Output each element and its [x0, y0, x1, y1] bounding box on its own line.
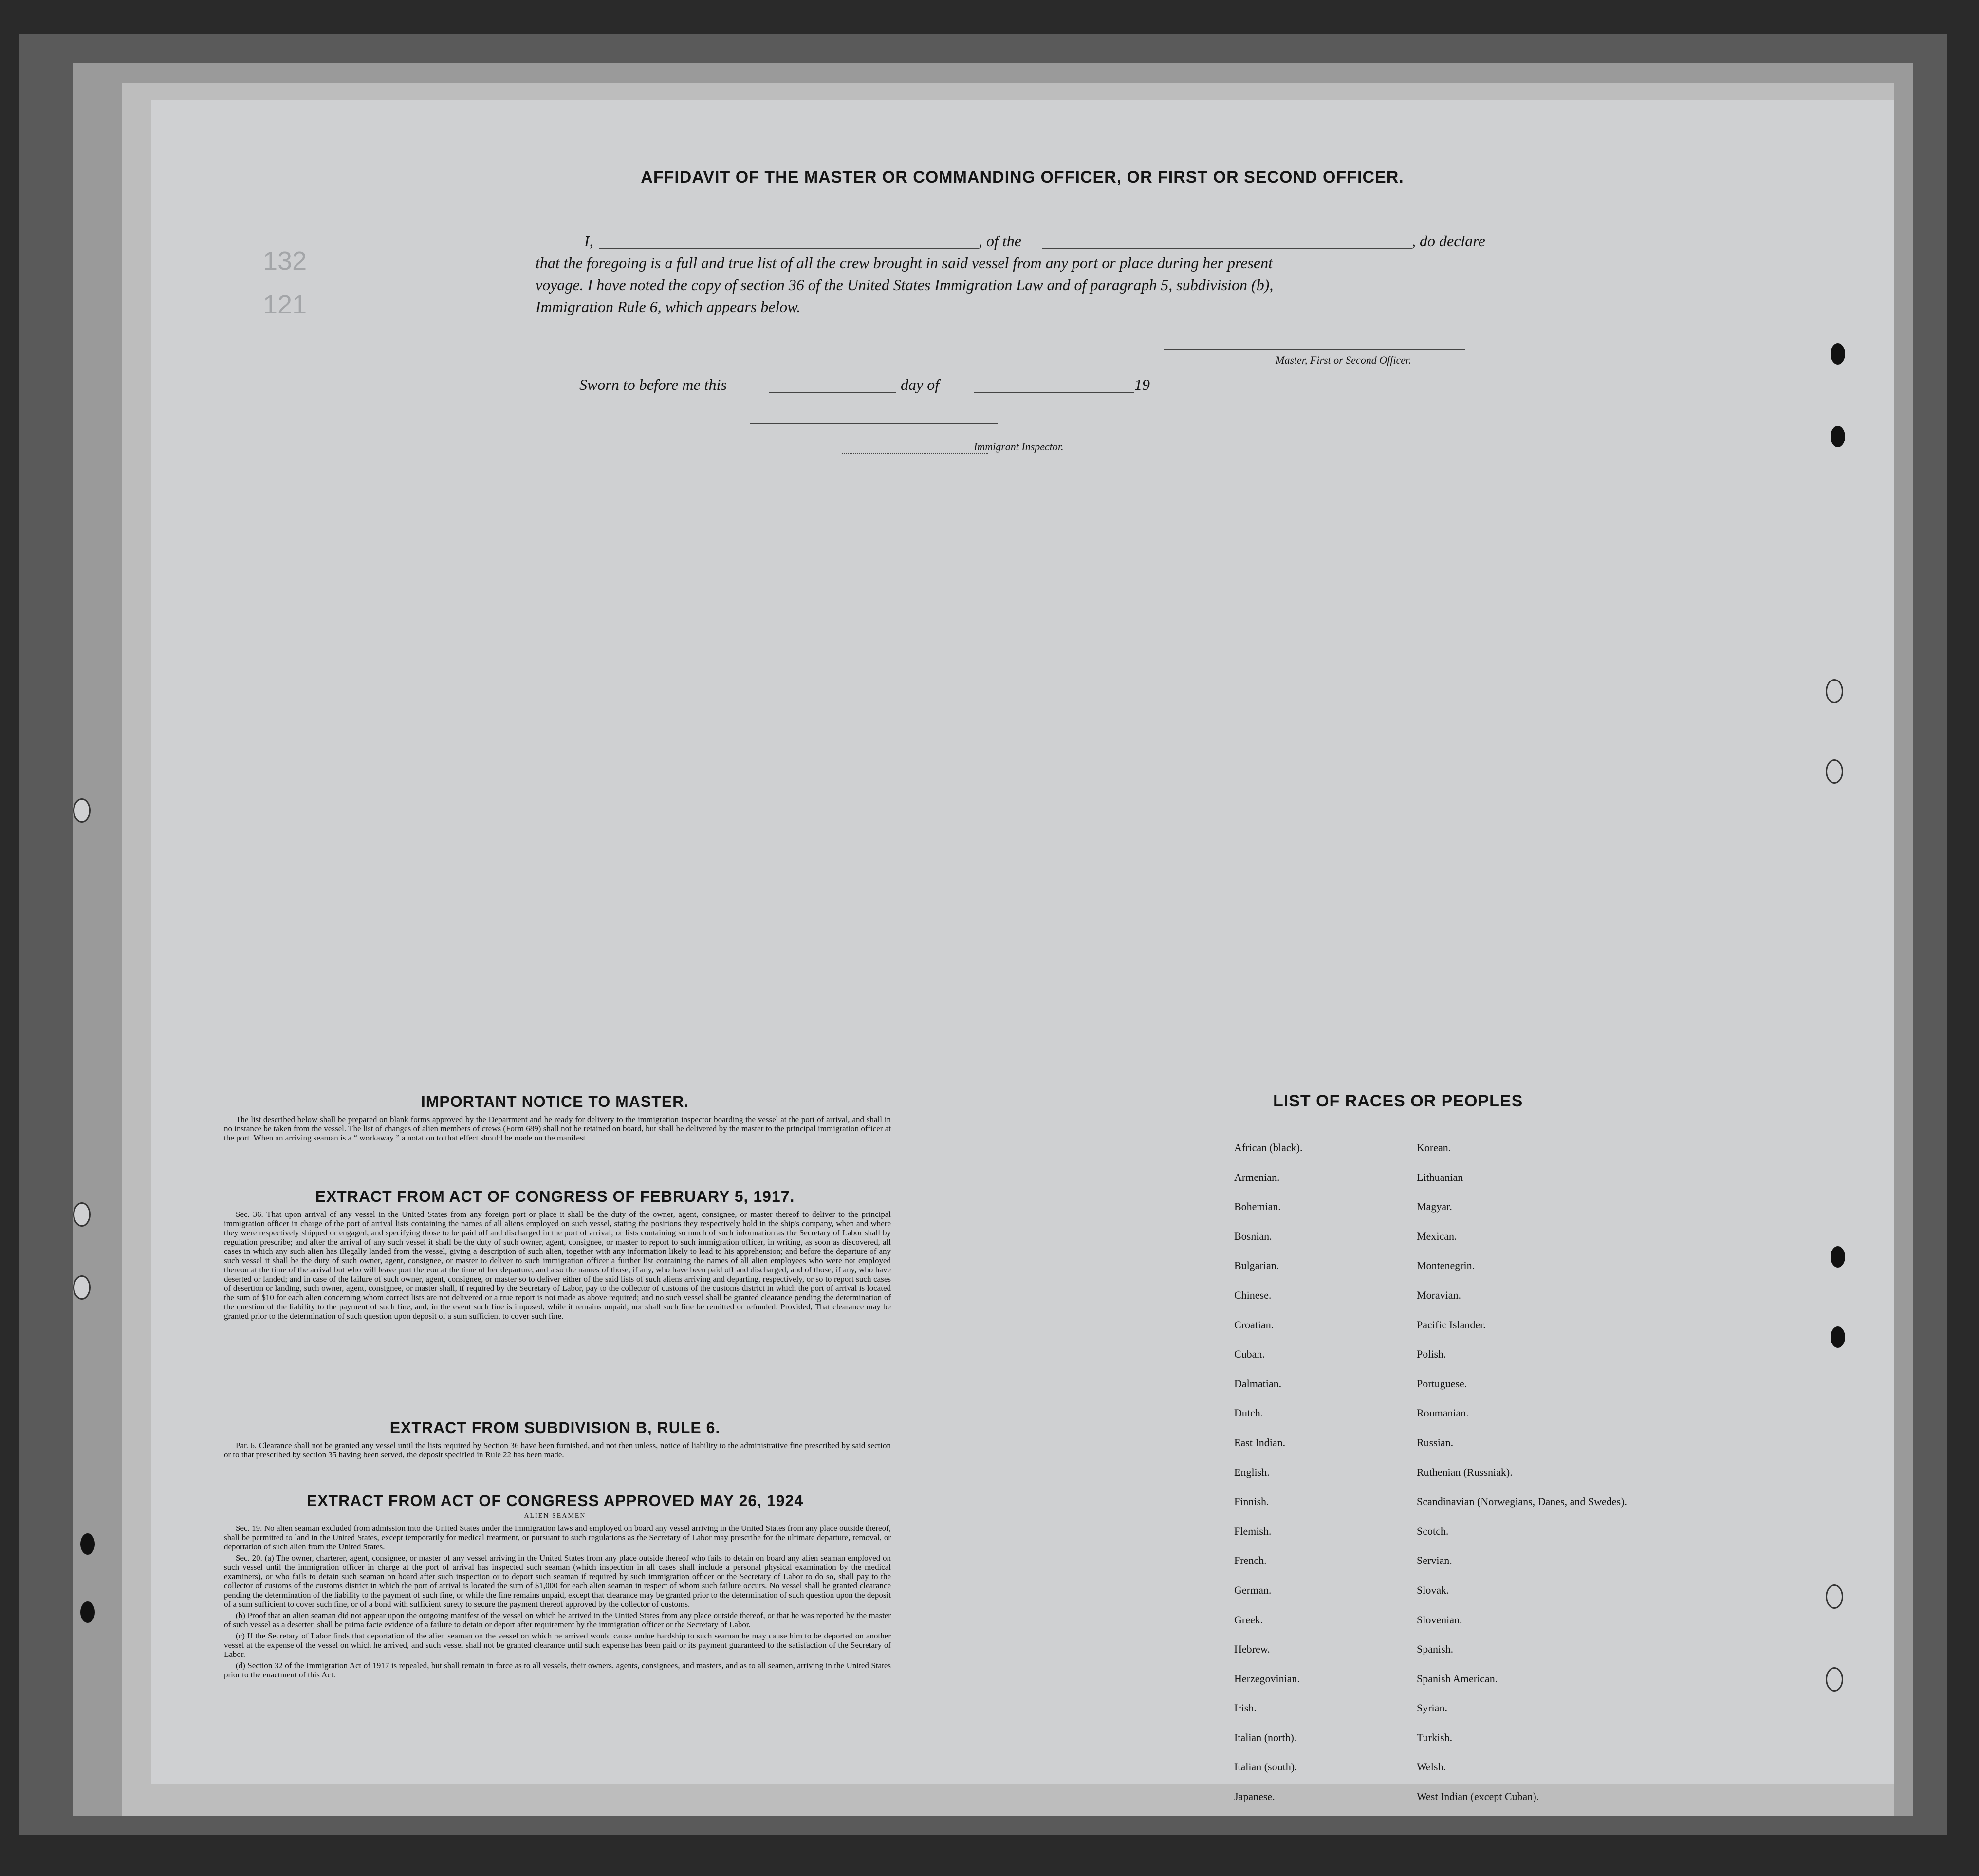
race-item: Italian (south).: [1234, 1761, 1297, 1773]
rule-6-title: EXTRACT FROM SUBDIVISION B, RULE 6.: [389, 1419, 721, 1436]
affidavit-text-line: Immigration Rule 6, which appears below.: [536, 298, 801, 315]
sworn-month-blank: [974, 392, 1134, 393]
race-item: Montenegrin.: [1417, 1259, 1475, 1272]
race-item: Greek.: [1234, 1613, 1263, 1626]
race-item: Dutch.: [1234, 1407, 1263, 1419]
vessel-blank-line: [1042, 248, 1412, 249]
sworn-prefix: Sworn to before me this: [579, 376, 727, 393]
race-item: Spanish American.: [1417, 1672, 1498, 1685]
race-item: Roumanian.: [1417, 1407, 1469, 1419]
race-item: Mexican.: [1417, 1230, 1457, 1242]
punch-hole: [1826, 679, 1843, 703]
act-1917-body: [224, 1210, 891, 1323]
act-1924-paragraph: (c) If the Secretary of Labor finds that deportation of the alien seaman on the vessel on which he arrived would cause undue hardship to such seaman he may cause him to be deported on another vessel at the expense of the vessel on which he arrived, and such vessel shall not be granted clearance until such expense has been paid or its payment guaranteed to the satisfaction of the Secretary of Labor.: [224, 1631, 891, 1659]
faint-page-number: 132: [263, 246, 307, 276]
race-item: English.: [1234, 1466, 1270, 1478]
affidavit-text-line: that the foregoing is a full and true list of all the crew brought in said vessel from any port or place during her present: [536, 254, 1273, 272]
faint-page-number: 121: [263, 290, 307, 319]
affidavit-text-line: voyage. I have noted the copy of section 36 of the United States Immigration Law and of paragraph 5, subdivision (b),: [536, 276, 1274, 294]
races-left-column: [1234, 1141, 1302, 1820]
race-item: Russian.: [1417, 1436, 1454, 1449]
race-item: Ruthenian (Russniak).: [1417, 1466, 1513, 1478]
race-item: Magyar.: [1417, 1200, 1452, 1213]
affidavit-declare-label: , do declare: [1412, 232, 1485, 250]
rule-6-body: [224, 1441, 891, 1461]
act-1924-body: [224, 1524, 891, 1681]
name-blank-line: [599, 248, 979, 249]
race-item: Japanese.: [1234, 1790, 1275, 1803]
race-item: Turkish.: [1417, 1731, 1453, 1744]
sworn-day-blank: [769, 392, 896, 393]
race-item: Syrian.: [1417, 1702, 1447, 1714]
affidavit-title: AFFIDAVIT OF THE MASTER OR COMMANDING OFFICER, OR FIRST OR SECOND OFFICER.: [641, 168, 1404, 186]
affidavit-of-label: , of the: [979, 232, 1021, 250]
race-item: Chinese.: [1234, 1288, 1272, 1301]
inspector-dotted-line: [842, 453, 988, 454]
race-item: African (black).: [1234, 1141, 1303, 1154]
race-item: Slovenian.: [1417, 1613, 1462, 1626]
race-item: Bosnian.: [1234, 1230, 1272, 1242]
race-item: West Indian (except Cuban).: [1417, 1790, 1539, 1803]
punch-hole: [1826, 1584, 1843, 1609]
race-item: Croatian.: [1234, 1318, 1274, 1331]
race-item: German.: [1234, 1583, 1272, 1596]
act-1924-title: EXTRACT FROM ACT OF CONGRESS APPROVED MAY 26, 1924: [306, 1492, 804, 1509]
race-item: French.: [1234, 1554, 1267, 1567]
race-item: East Indian.: [1234, 1436, 1286, 1449]
act-1917-title: EXTRACT FROM ACT OF CONGRESS OF FEBRUARY 5, 1917.: [315, 1188, 795, 1205]
binding-hole: [73, 1202, 91, 1227]
inspector-label: Immigrant Inspector.: [974, 441, 1064, 453]
notice-paragraph: The list described below shall be prepared on blank forms approved by the Department and be ready for delivery to the immigration inspector boarding the vessel at the port of arrival, and shall in no instance be taken from the vessel. The list of changes of alien members of crews (Form 689) shall not be retained on board, but shall be delivered by the master to the principal immigration officer at the port. When an arriving seaman is a “ workaway ” a notation to that effect should be made on the manifest.: [224, 1115, 891, 1142]
race-item: Herzegovinian.: [1234, 1672, 1300, 1685]
punch-hole: [1831, 343, 1845, 365]
binding-hole: [80, 1533, 95, 1555]
inspector-signature-line: [750, 423, 998, 424]
act-1924-paragraph: Sec. 19. No alien seaman excluded from admission into the United States under the immigration laws and employed on board any vessel arriving in the United States from any place outside thereof, shall be permitted to land in the United States, except temporarily for medical treatment, or pursuant to such regulations as the Secretary of Labor may prescribe for the ultimate departure, removal, or deportation of such alien from the United States.: [224, 1524, 891, 1551]
race-item: Welsh.: [1417, 1761, 1446, 1773]
race-item: Lithuanian: [1417, 1171, 1463, 1183]
act-1924-subtitle: ALIEN SEAMEN: [524, 1512, 586, 1520]
race-item: Korean.: [1417, 1141, 1451, 1154]
notice-body: [224, 1115, 891, 1144]
punch-hole: [1826, 759, 1843, 784]
race-item: Flemish.: [1234, 1525, 1272, 1537]
act-1924-paragraph: (d) Section 32 of the Immigration Act of 1917 is repealed, but shall remain in force as to all vessels, their owners, agents, consignees, and masters, and as to all seamen, arriving in the United States prior to the enactment of this Act.: [224, 1661, 891, 1679]
race-item: Bohemian.: [1234, 1200, 1281, 1213]
race-item: Cuban.: [1234, 1348, 1265, 1361]
sworn-day-label: day of: [901, 376, 940, 393]
race-item: Armenian.: [1234, 1171, 1280, 1183]
race-item: Moravian.: [1417, 1288, 1461, 1301]
master-signature-line: [1164, 349, 1465, 350]
race-item: Polish.: [1417, 1348, 1446, 1361]
race-item: Scotch.: [1417, 1525, 1449, 1537]
manifest-page: [151, 100, 1894, 1803]
punch-hole: [1831, 1326, 1845, 1348]
races-right-column: [1417, 1141, 1627, 1820]
race-item: Dalmatian.: [1234, 1377, 1282, 1390]
race-item: Italian (north).: [1234, 1731, 1297, 1744]
race-item: Pacific Islander.: [1417, 1318, 1486, 1331]
act-1924-paragraph: (b) Proof that an alien seaman did not appear upon the outgoing manifest of the vessel on which he arrived in the United States from any place outside thereof, or that he was reported by the master of such vessel as a deserter, shall be prima facie evidence of a failure to detain or deport after requirement by the immigration officer or the Secretary of Labor.: [224, 1611, 891, 1629]
binding-hole: [73, 798, 91, 823]
affidavit-i-label: I,: [584, 232, 593, 250]
rule-6-paragraph: Par. 6. Clearance shall not be granted any vessel until the lists required by Section 36 have been furnished, and not then unless, notice of liability to the administrative fine prescribed by said section or to that prescribed by section 35 having been served, the deposit specified in Rule 22 has been made.: [224, 1441, 891, 1459]
race-item: Servian.: [1417, 1554, 1452, 1567]
race-item: Irish.: [1234, 1702, 1257, 1714]
races-title: LIST OF RACES OR PEOPLES: [1273, 1092, 1523, 1110]
punch-hole: [1831, 1246, 1845, 1268]
sworn-year-label: 19: [1134, 376, 1150, 393]
race-item: Spanish.: [1417, 1643, 1454, 1655]
master-label: Master, First or Second Officer.: [1276, 354, 1411, 366]
binding-hole: [80, 1601, 95, 1623]
punch-hole: [1831, 426, 1845, 447]
race-item: Bulgarian.: [1234, 1259, 1279, 1272]
act-1924-paragraph: Sec. 20. (a) The owner, charterer, agent, consignee, or master of any vessel arriving in the United States from any place outside thereof who fails to detain on board any alien seaman employed on such vessel until the immigration officer in charge at the port of arrival has inspected such seaman (which inspection in all cases shall include a personal physical examination by the medical examiners), or who fails to detain such seaman on board after such inspection or to deport such seaman if required by such immigration officer or the Secretary of Labor to do so, shall pay to the collector of customs of the customs district in which the port of arrival is located the sum of $1,000 for each alien seaman in respect of whom such failure occurs. No vessel shall be granted clearance pending the determination of the liability to the payment of such fine, or while the fine remains unpaid, except that clearance may be granted prior to the determination of such question upon the deposit of a sum sufficient to cover such fine, or of a bond with sufficient surety to secure the payment thereof approved by the collector of customs.: [224, 1553, 891, 1609]
notice-title: IMPORTANT NOTICE TO MASTER.: [421, 1093, 689, 1110]
race-item: Slovak.: [1417, 1583, 1449, 1596]
act-1917-paragraph: Sec. 36. That upon arrival of any vessel in the United States from any foreign port or place it shall be the duty of the owner, agent, consignee, or master thereof to deliver to the principal immigration officer in charge of the port of arrival lists containing the names of all aliens employed on such vessel, stating the positions they respectively hold in the ship's company, when and where they were respectively shipped or engaged, and specifying those to be paid off and discharged in the port of arrival; or lists containing so much of such information as the Secretary of Labor shall by regulation prescribe; and after the arrival of any such vessel it shall be the duty of such owner, agent, consignee, or master to report to such immigration officer, in writing, as soon as discovered, all cases in which any such alien has illegally landed from the vessel, giving a description of such alien, together with any information likely to lead to his apprehension; and before the departure of any such vessel it shall be the duty of such owner, agent, consignee, or master to deliver to such immigration officer a further list containing the names of all alien employees who were not employed thereon at the time of the arrival but who will leave port thereon at the time of her departure, and also the names of those, if any, who have been paid off and discharged, and of those, if any, who have deserted or landed; and in case of the failure of such owner, agent, consignee, or master so to deliver either of the said lists of such aliens arriving and departing, respectively, or so to report such cases of desertion or landing, such owner, agent, consignee, or master shall, if required by the Secretary of Labor, pay to the collector of customs of the customs district in which the port of arrival is located the sum of $10 for each alien concerning whom correct lists are not delivered or a true report is not made as above required; and no such vessel shall be granted clearance pending the determination of the question of the liability to the payment of such fine, and, in the event such fine is imposed, while it remains unpaid; nor shall such fine be remitted or refunded: Provided, That clearance may be granted prior to the determination of such question upon deposit of a sum sufficient to cover such fine.: [224, 1210, 891, 1321]
race-item: Hebrew.: [1234, 1643, 1270, 1655]
race-item: Portuguese.: [1417, 1377, 1467, 1390]
punch-hole: [1826, 1667, 1843, 1692]
binding-hole: [73, 1275, 91, 1300]
race-item: Scandinavian (Norwegians, Danes, and Swedes).: [1417, 1495, 1627, 1508]
race-item: Finnish.: [1234, 1495, 1269, 1508]
